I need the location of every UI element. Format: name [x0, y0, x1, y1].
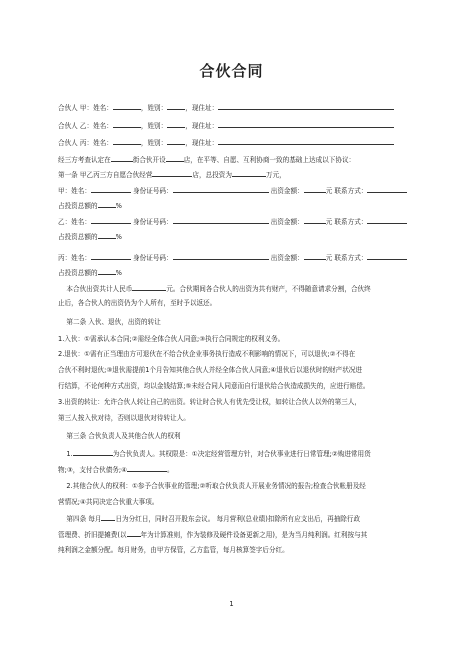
intro-line: 经三方考查认定在 街合伙开设 店，在平等、自愿、互利协商一致的基础上达成以下协议：: [58, 156, 356, 164]
article-2-p2a: 2.退伙：①需有正当理由方可退伙在不给合伙企业事务执行造成不利影响的情况下，可以退伙;②不得在: [58, 350, 356, 358]
article-2-p2b: 合伙不利时退伙;③退伙需提前1个月告知其他合伙人并经全体合伙人同意;④退伙后以退伙时的财产状况进: [58, 366, 362, 374]
invest-pct-a: 占投资总额的 %: [58, 202, 122, 210]
partner-row-c: 合伙人 丙：姓名： ，姓别： ，现住址：: [58, 138, 428, 148]
article-3-p1b: 物;③，支付合伙债务;④ 。: [58, 466, 174, 474]
article-4-line-2: 管理费、折旧提摊费(以 年为计算准则，作为装修及硬件设备更新之用)，是为当月纯利润。红利按与其: [58, 531, 368, 539]
article-4-line-3: 纯利润之金额分配。每月财务，由甲方保管，乙方监管，每月核算签字后分红。: [58, 546, 289, 554]
invest-row-a: 甲：姓名： 身份证号码： 出资金额： 元 联系方式：: [58, 186, 428, 196]
article-3-p1a: 1. 为合伙负责人。其权限是：①决定经营管理方针，对合伙事业进行日常管理;②购进常用货: [66, 450, 371, 458]
partner-row-a: 合伙人 甲：姓名： ，姓别： ，现住址：: [58, 103, 428, 113]
article-2-heading: 第二条 入伙、退伙，出资的转让: [66, 318, 161, 326]
article-1: 第一条 甲乙丙三方自愿合伙经营 店，总投资为 万元，: [58, 171, 286, 179]
page-number: 1: [229, 600, 234, 608]
invest-pct-b: 占投资总额的 %: [58, 233, 122, 241]
article-3-heading: 第三条 合伙负责人及其他合伙人的权利: [66, 432, 181, 440]
article-3-p2a: 2.其他合伙人的权利：①参予合伙事业的管理;②听取合伙负责人开展业务情况的报告;检查合伙帐册及经: [66, 482, 366, 490]
capital-line-2: 止后，各合伙人的出资仍为个人所有，至时予以返还。: [58, 299, 217, 307]
page-title: 合伙合同: [199, 62, 264, 80]
partner-row-b: 合伙人 乙：姓名： ，姓别： ，现住址：: [58, 121, 428, 131]
capital-line-1: 本合伙出资共计人民币 元。合伙期间各合伙人的出资为共有财产，不得随意请求分割，合伙终: [66, 285, 371, 293]
article-2-p3b: 第三人按入伙对待，否则以退伙对待转让人。: [58, 414, 190, 422]
invest-pct-c: 占投资总额的 %: [58, 269, 122, 277]
article-2-p2c: 行结算，不论何种方式出资，均以金钱结算;⑤未经合同人同意而自行退伙给合伙造成损失的，应进行赔偿。: [58, 382, 370, 390]
article-3-p2b: 营情况;④共同决定合伙重大事项。: [58, 498, 159, 506]
article-4-line-1: 第四条 每月 日为分红日，同时召开股东会议。 每月营利(总业绩)扣除所有应支出后，再抽除行政: [66, 515, 361, 523]
invest-row-c: 丙：姓名： 身份证号码： 出资金额： 元 联系方式：: [58, 253, 428, 263]
article-2-p3a: 3.出资的转让：允许合伙人转让自己的出资。转让时合伙人有优先受让权，如转让合伙人以外的第三人，: [58, 398, 362, 406]
article-2-p1: 1.入伙：①需承认本合同;②需经全体合伙人同意;③执行合同规定的权利义务。: [58, 335, 285, 343]
invest-row-b: 乙：姓名： 身份证号码： 出资金额： 元 联系方式：: [58, 217, 428, 227]
